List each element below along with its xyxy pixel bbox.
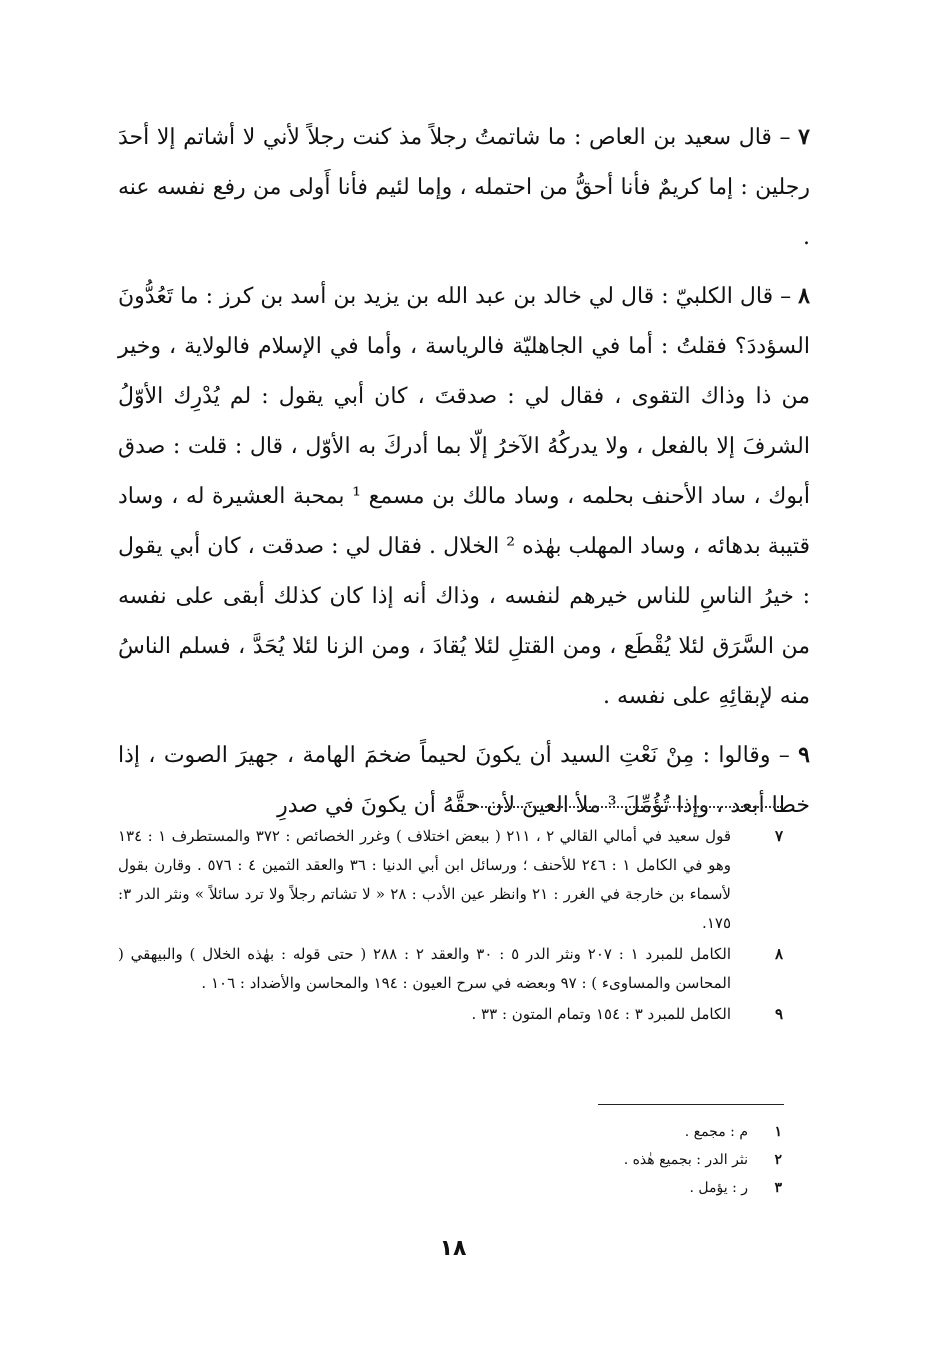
paragraph-number: ٨	[798, 283, 810, 309]
source-note-number: ٧	[774, 827, 783, 845]
source-note-number: ٨	[774, 945, 783, 963]
source-note-text: الكامل للمبرد ٣ : ١٥٤ وتمام المتون : ٣٣ .	[471, 1005, 731, 1023]
variant-footnotes	[470, 1118, 782, 1202]
variant-number: ١	[774, 1124, 782, 1140]
paragraph	[118, 730, 810, 831]
variant-footnote	[470, 1118, 782, 1146]
paragraph-number: ٩	[798, 742, 810, 768]
paragraph-text: – وقالوا : مِنْ نَعْتِ السيد أن يكونَ لحيماً ضخمَ الهامة ، جهيرَ الصوت ، إذا خطا أبعد ، وإذا تُؤُمِّلَ ³ ملأ العينَ لأن حقَّهُ أن يكونَ في صدرِ	[118, 743, 810, 818]
source-note	[118, 940, 783, 998]
variant-number: ٣	[774, 1180, 782, 1196]
page-number: ١٨	[439, 1236, 467, 1261]
variant-footnote	[470, 1174, 782, 1202]
source-note-text: قول سعيد في أمالي القالي ٢ ، ٢١١ ( ببعض اختلاف ) وغرر الخصائص : ٣٧٢ والمستطرف ١ : ١٣٤ وهو في الكامل ١ : ٢٤٦ للأحنف ؛ ورسائل ابن أبي الدنيا : ٣٦ والعقد الثمين ٤ : ٥٧٦ . وقارن بقول لأسماء بن خارجة في الغرر : ٢١ وانظر عين الأدب : ٢٨ « لا تشاتم رجلاً ولا ترد سائلاً » ونثر الدر ٣: ١٧٥.	[118, 827, 732, 932]
source-note-text: الكامل للمبرد ١ : ٢٠٧ ونثر الدر ٥ : ٣٠ والعقد ٢ : ٢٨٨ ( حتى قوله : بهٰذه الخلال ) والبيهقي ( المحاسن والمساوىء ) : ٩٧ وبعضه في سرح العيون : ١٩٤ والمحاسن والأضداد : ١٠٦ .	[118, 945, 732, 992]
paragraph	[118, 112, 810, 263]
paragraph-text: – قال سعيد بن العاص : ما شاتمتُ رجلاً مذ كنت رجلاً لأني لا أشاتم إلا أحدَ رجلين : إما كريمٌ فأنا أحقُّ من احتمله ، وإما لئيم فأنا أَولى من رفع نفسه عنه .	[118, 125, 810, 250]
paragraph-number: ٧	[798, 124, 810, 150]
source-notes	[118, 822, 783, 1031]
source-note	[118, 1000, 783, 1029]
variant-text: ر : يؤمل .	[689, 1180, 748, 1196]
variant-number: ٢	[774, 1152, 782, 1168]
main-text	[118, 112, 810, 831]
dotted-separator	[470, 806, 782, 808]
source-note-number: ٩	[774, 1005, 783, 1023]
paragraph-text: – قال الكلبيّ : قال لي خالد بن عبد الله بن يزيد بن أسد بن كرز : ما تَعُدُّونَ السؤددَ؟ فقلتُ : أما في الجاهليّة فالرياسة ، وأما في الإسلام فالولاية ، وخير من ذا وذاك التقوى ، فقال لي : صدقتَ ، كان أبي يقول : لم يُدْرِك الأوّلُ الشرفَ إلا بالفعل ، ولا يدركُهُ الآخرُ إلّا بما أدركَ به الأوّل ، قال : قلت : صدق أبوك ، ساد الأحنف بحلمه ، وساد مالك بن مسمع ¹ بمحبة العشيرة له ، وساد قتيبة بدهائه ، وساد المهلب بهٰذه ² الخلال . فقال لي : صدقت ، كان أبي يقول : خيرُ الناسِ للناس خيرهم لنفسه ، وذاك أنه إذا كان كذلك أبقى على نفسه من السَّرَق لئلا يُقْطَع ، ومن القتلِ لئلا يُقادَ ، ومن الزنا لئلا يُحَدَّ ، فسلم الناسُ منه لإبقائِهِ على نفسه .	[118, 284, 811, 709]
variant-footnote	[470, 1146, 782, 1174]
solid-separator	[598, 1104, 784, 1105]
paragraph	[118, 271, 810, 722]
source-note	[118, 822, 783, 938]
variant-text: نثر الدر : بجميع هٰذه .	[623, 1152, 748, 1168]
variant-text: م : مجمع .	[684, 1124, 748, 1140]
